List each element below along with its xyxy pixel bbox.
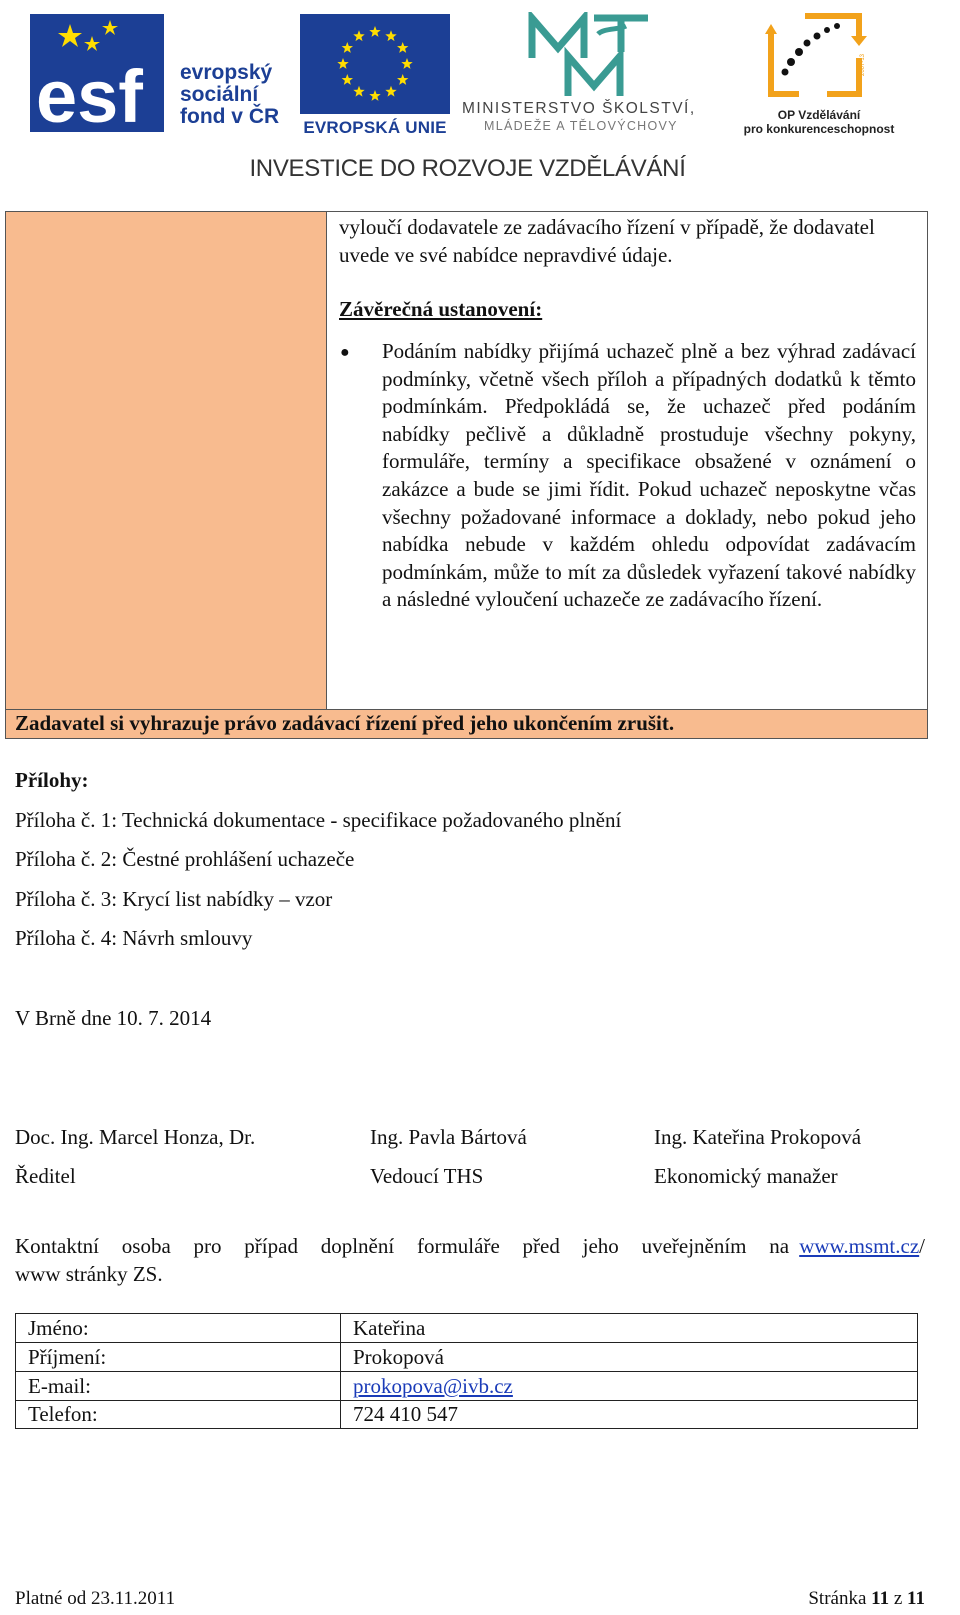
investice-slogan: INVESTICE DO ROZVOJE VZDĚLÁVÁNÍ [249, 155, 686, 182]
contact-note-word: uveřejněním [641, 1234, 747, 1258]
page-current: 11 [871, 1588, 890, 1609]
contact-note [15, 1232, 925, 1288]
contact-note-slash: / [919, 1234, 925, 1258]
signature-name: Ing. Pavla Bártová [370, 1125, 527, 1149]
attachment-item: Příloha č. 4: Návrh smlouvy [15, 926, 253, 950]
contact-note-word: osoba [121, 1234, 171, 1258]
contact-label: Příjmení: [28, 1345, 107, 1369]
signature-role: Ekonomický manažer [654, 1164, 838, 1188]
contact-label: Telefon: [28, 1402, 98, 1426]
esf-flag-icon [30, 14, 164, 132]
page-total: 11 [907, 1588, 925, 1609]
contact-value: Kateřina [353, 1316, 426, 1340]
svg-text:esf: esf [36, 55, 143, 132]
contact-row-divider [15, 1400, 918, 1429]
contact-column-divider [340, 1313, 341, 1429]
eu-text: EVROPSKÁ UNIE [303, 118, 447, 137]
op-years: 2007-13 [860, 53, 866, 76]
cancellation-notice: Zadavatel si vyhrazuje právo zadávací řízení před jeho ukončením zrušit. [15, 711, 675, 735]
esf-text-line: evropský [180, 61, 273, 84]
contact-note-line2: www stránky ZS. [15, 1262, 163, 1286]
footer-valid-from: Platné od 23.11.2011 [15, 1588, 176, 1609]
op-text-line: pro konkurenceschopnost [743, 122, 895, 136]
table-paragraph: vyloučí dodavatele ze zadávacího řízení v případě, že dodavatel uvede ve své nabídce nepravdivé údaje. [339, 215, 875, 267]
msmt-text-line1: MINISTERSTVO ŠKOLSTVÍ, [462, 100, 696, 117]
page-prefix: Stránka [808, 1588, 867, 1609]
signature-name: Doc. Ing. Marcel Honza, Dr. [15, 1125, 256, 1149]
attachment-item: Příloha č. 3: Krycí list nabídky – vzor [15, 887, 333, 911]
attachments-title: Přílohy: [15, 768, 89, 792]
place-date: V Brně dne 10. 7. 2014 [15, 1006, 212, 1030]
contact-note-word: na [769, 1234, 790, 1258]
bullet-icon: ● [340, 344, 350, 361]
msmt-emblem-icon [528, 12, 658, 103]
msmt-link[interactable]: www.msmt.cz [799, 1234, 920, 1258]
contact-note-word: Kontaktní [15, 1234, 99, 1258]
contact-note-word: případ [244, 1234, 298, 1258]
esf-text-line: fond v ČR [180, 105, 280, 128]
contact-note-word: pro [193, 1234, 222, 1258]
contact-row-divider [15, 1342, 918, 1371]
op-text-line: OP Vzdělávání [777, 108, 861, 122]
final-provisions-text: Podáním nabídky přijímá uchazeč plně a bez výhrad zadávací podmínky, včetně všech příloh a případných dodatků k těmto podmínkám. Předpokládá se, že uchazeč před podáním nabídky pečlivě a důkladně prostuduje všechny pokyny, formuláře, termíny a specifikace obsažené v oznámení o zakázce a bude se jimi řídit. Pokud uchazeč neposkytne včas všechny požadované informace a doklady, nebo pokud jeho nabídka nebude v každém ohledu odpovídat zadávacím podmínkám, může to mít za důsledek vyřazení takové nabídky a následné vyloučení uchazeče ze zadávacího řízení. [382, 339, 916, 612]
contact-note-link-wrap [799, 1232, 925, 1260]
attachment-item: Příloha č. 2: Čestné prohlášení uchazeče [15, 847, 355, 871]
op-text [734, 108, 904, 136]
final-provisions-heading: Závěrečná ustanovení: [339, 297, 543, 321]
esf-text-line: sociální [180, 83, 259, 106]
eu-flag-icon [300, 14, 450, 114]
contact-label: Jméno: [28, 1316, 89, 1340]
contact-note-word: jeho [582, 1234, 619, 1258]
contact-label: E-mail: [28, 1374, 91, 1398]
contact-value: Prokopová [353, 1345, 444, 1369]
contact-email-link[interactable]: prokopova@ivb.cz [353, 1374, 513, 1398]
table-left-cell [5, 211, 327, 710]
contact-note-line1 [15, 1232, 925, 1260]
page-separator: z [893, 1588, 903, 1609]
contact-value: 724 410 547 [353, 1402, 458, 1426]
footer-page-number [808, 1588, 925, 1610]
msmt-text-line2: MLÁDEŽE A TĚLOVÝCHOVY [484, 119, 678, 133]
contact-note-word: před [522, 1234, 560, 1258]
op-emblem-icon [765, 10, 875, 111]
signature-role: Ředitel [15, 1164, 76, 1188]
attachment-item: Příloha č. 1: Technická dokumentace - specifikace požadovaného plnění [15, 808, 622, 832]
contact-note-text [15, 1232, 789, 1260]
esf-text [180, 62, 279, 128]
signature-role: Vedoucí THS [370, 1164, 484, 1188]
signature-name: Ing. Kateřina Prokopová [654, 1125, 862, 1149]
contact-note-word: doplnění [320, 1234, 395, 1258]
contact-note-word: formuláře [416, 1234, 500, 1258]
